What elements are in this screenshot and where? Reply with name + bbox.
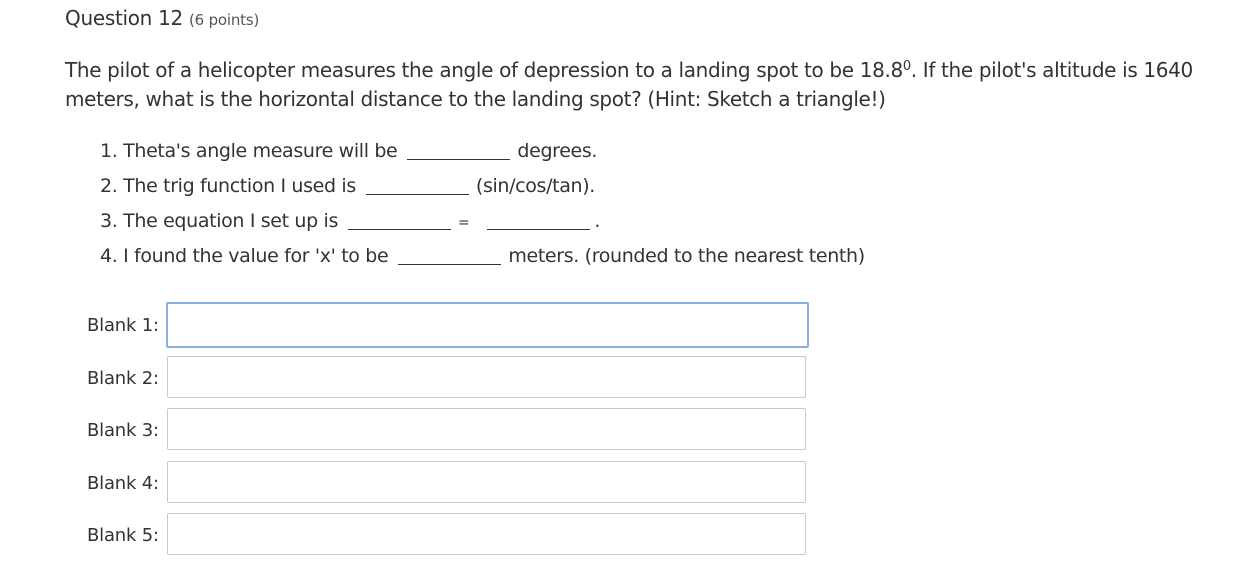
blank-2-label: Blank 2: [87, 368, 159, 389]
question-points: (6 points) [189, 11, 260, 29]
blank-3-input[interactable] [167, 408, 806, 450]
prompt-text-end: . If the pilot's altitude is 1640 meters, what is the horizontal distance to the landing spot? (Hint: Sketch a triangle!) [65, 58, 1193, 111]
blank-1-label: Blank 1: [87, 315, 159, 336]
step-2-text: 2. The trig function I used is [100, 175, 356, 197]
step-4-text: 4. I found the value for 'x' to be [100, 245, 389, 267]
step-3-blank-line-left [348, 209, 451, 230]
blank-4-input[interactable] [167, 461, 806, 503]
step-3-text: 3. The equation I set up is [100, 210, 339, 232]
step-2-suffix: (sin/cos/tan). [475, 175, 595, 197]
step-2 [100, 169, 865, 204]
step-4-blank-line [398, 244, 501, 265]
equals-sign: = [458, 215, 470, 231]
prompt-text-start: The pilot of a helicopter measures the angle of depression to a landing spot to be 18.8 [65, 58, 903, 82]
step-3-suffix: . [594, 210, 601, 232]
step-4-suffix: meters. (rounded to the nearest tenth) [508, 245, 865, 267]
blank-4-label: Blank 4: [87, 473, 159, 494]
blank-5-label: Blank 5: [87, 525, 159, 546]
blank-2-input[interactable] [167, 356, 806, 398]
question-header [65, 6, 259, 32]
step-3 [100, 204, 865, 239]
step-1-blank-line [407, 139, 510, 160]
step-1 [100, 134, 865, 169]
degree-superscript: 0 [902, 59, 911, 74]
step-2-blank-line [366, 174, 469, 195]
blank-1-input[interactable] [166, 302, 809, 348]
question-prompt [65, 56, 1215, 114]
step-1-suffix: degrees. [517, 140, 598, 162]
blank-3-label: Blank 3: [87, 420, 159, 441]
step-4 [100, 239, 865, 274]
blank-5-input[interactable] [167, 513, 806, 555]
steps-list [100, 134, 865, 274]
step-1-text: 1. Theta's angle measure will be [100, 140, 398, 162]
step-3-blank-line-right [487, 209, 590, 230]
question-title: Question 12 [65, 6, 183, 30]
